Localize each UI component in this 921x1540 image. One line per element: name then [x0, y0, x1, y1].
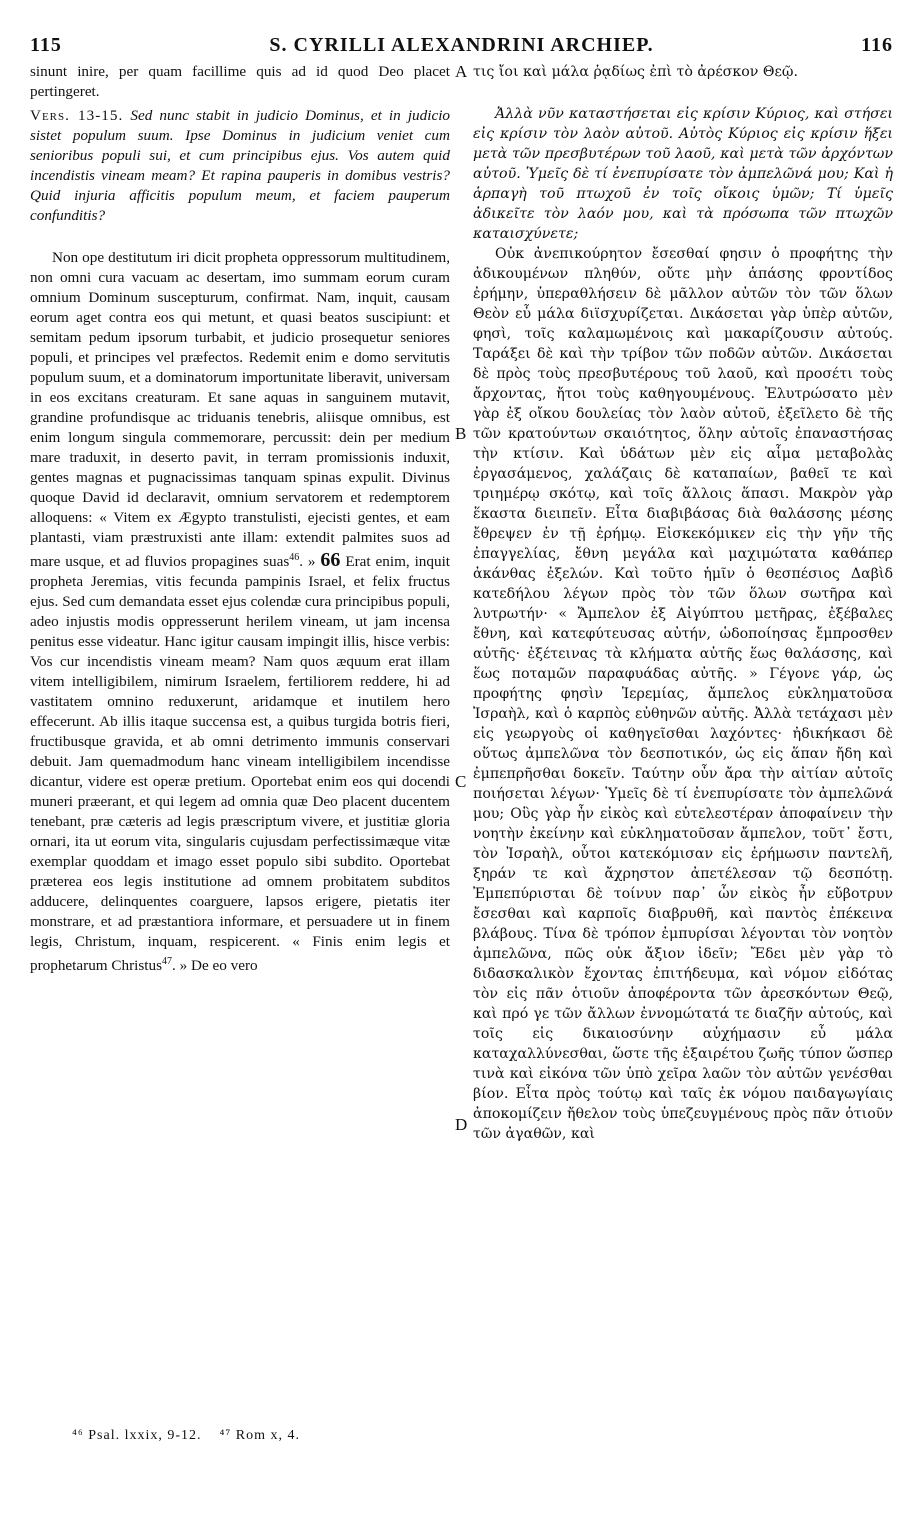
running-title: S. CYRILLI ALEXANDRINI ARCHIEP.	[269, 34, 654, 56]
greek-verse: Ἀλλὰ νῦν καταστήσεται εἰς κρίσιν Κύριος, καὶ στήσει εἰς κρίσιν τὸν λαὸν αὐτοῦ. Αὐτὸς Κύριος εἰς κρίσιν ἥξει μετὰ τῶν πρεσβυτέρων τοῦ λαοῦ, καὶ μετὰ τῶν ἀρχόντων αὐτοῦ. Ὑμεῖς δὲ τί ἐνεπυρίσατε τὸν ἀμπελῶνά μου; Καὶ ἡ ἁρπαγὴ τοῦ πτωχοῦ ἐν τοῖς οἴκοις ὑμῶν; Τί ὑμεῖς ἀδικεῖτε τὸν λαόν μου, καὶ τὰ πρόσωπα τῶν πτωχῶν καταισχύνετε;	[473, 106, 893, 242]
greek-intro: τις ἴοι καὶ μάλα ῥᾳδίως ἐπὶ τὸ ἀρέσκον Θεῷ.	[473, 64, 798, 80]
footnotes	[72, 1428, 300, 1444]
verse-label: Vers. 13-15.	[30, 107, 124, 124]
margin-letter-d: D	[455, 1115, 468, 1134]
footnote-ref-46: 46	[289, 552, 300, 563]
page-number-right: 116	[861, 34, 893, 56]
page-marker: 66	[320, 549, 341, 572]
greek-column	[473, 62, 893, 1144]
margin-letter-a: A	[455, 62, 468, 81]
latin-verse	[30, 106, 450, 226]
footnote-46: ⁴⁶ Psal. lxxix, 9-12.	[72, 1428, 202, 1443]
latin-verse-text: Sed nunc stabit in judicio Dominus, et in judicio sistet populum suum. Ipse Dominus in judicium veniet cum senioribus populi sui, et cum principibus ejus. Vos autem quid incendistis vineam meam? Et rapina pauperis in domibus vestris? Quid injuria afficitis populum meum, et faciem pauperum confunditis?	[30, 107, 451, 224]
footnote-47: ⁴⁷ Rom x, 4.	[219, 1428, 301, 1443]
latin-body-part-1: Non ope destitutum iri dicit propheta oppressorum multitudinem, non omni cura vacuam ac desertam, imo summam eorum curam omnium Dominum suscepturum, confirmat. Nam, inquit, causam eorum aget contra eos qui metunt, et quasi beatos suscipiunt: et semitam pedum ipsorum turbabit, et judicio prosequetur seniores populi, et principes vel præfectos. Redemit enim e domo servitutis populum suum, et a dominatorum importunitate liberavit, universam in eos excitans creaturam. Et sane aquas in sanguinem mutavit, grandine profundisque ac triduanis tenebris, aliisque omnibus, est enim longum singula commemorare, percussit: dein per medium mare traduxit, in deserto pavit, in terram promissionis induxit, gentes magnas et pugnacissimas tanquam spinas expulit. Divinus quoque David id declaravit, omnium servatorem et redemptorem alloquens: « Vitem ex Ægypto transtulisti, ejecisti gentes, et eam plantasti, viam præstruxisti ante illam: extendit palmites suos ad mare usque, et ad fluvios propagines suas	[30, 249, 450, 571]
page-header	[30, 34, 893, 60]
margin-letter-b: B	[455, 424, 467, 443]
latin-intro: sinunt inire, per quam facillime quis ad id quod Deo placet pertingeret.	[30, 63, 450, 100]
footnote-ref-47: 47	[162, 956, 173, 968]
latin-body-part-2: Erat enim, inquit propheta Jeremias, vitis fecunda pampinis Israel, et felix fructus ejus. Sed cum demandata esset ejus colendæ cura principibus populi, adeo injustis modis oppresserunt herilem vineam, ut jam incensa penitus esse videatur. Hanc igitur causam impingit illis, hisce verbis: Vos cur incendistis vineam meam? Nam quos æquum erat illam vitem intelligibilem, nimirum Israelem, fertiliorem reddere, hi ad vastitatem omnino reduxerunt, aridamque et inutilem hero effecerunt. Ab illis itaque succensa est, a quibus turgida botris fieri, fructibusque gravida, et ab omni detrimento immunis conservari debuit. Jam quemadmodum hanc vineam intelligibilem incendisse dicantur, videre est operæ pretium. Oportebat enim eos qui docendi muneri præerant, et qui legem ad omnia quæ Deo placent ducentem tenebant, præ cæteris ad legis præscriptum vivere, et justitiæ gloria ornari, ita ut eorum vita, singularis cujusdam perfectissimæque vitæ exemplar quoddam et imago esset populo sibi subdito. Oportebat præterea eos legis institutione ad omnem probitatem subditos adducere, delinquentes coarguere, lapsos erigere, pietatis iter monstrare, et ad præstantiora informare, et persuadere ut in finem legis, Christum, inquam, respicerent. « Finis enim legis et prophetarum Christus	[30, 553, 451, 975]
margin-letter-c: C	[455, 772, 467, 791]
greek-body: Οὐκ ἀνεπικούρητον ἔσεσθαί φησιν ὁ προφήτης τὴν ἀδικουμένων πληθύν, οὔτε μὴν ἁπάσης φροντίδος ἐρήμην, ὑπεραθλήσειν δὲ μᾶλλον αὐτῶν τὸν τῶν ὅλων Θεὸν εὖ μάλα διϊσχυρίζεται. Δικάσεται γὰρ ὑπὲρ αὐτῶν, φησὶ, τοῖς καλαμωμένοις καὶ μακαρίζουσιν αὐτούς. Ταράξει δὲ καὶ τὴν τρίβον τῶν ποδῶν αὐτῶν. Δικάσεται δὲ πρὸς τοὺς πρεσβυτέρους τοῦ λαοῦ, καὶ προσέτι τοὺς ἄρχοντας, ἤτοι τοὺς καθηγουμένους. Ἐλυτρώσατο μὲν γὰρ ἐξ οἴκου δουλείας τὸν λαὸν αὐτοῦ, ἐξεῖλετο δὲ τῆς τῶν κρατούντων σκαιότητος, ὅλην αὐτοῖς ἐπαναστήσας τὴν κτίσιν. Καὶ ὑδάτων μὲν εἰς αἷμα μεταβολὰς ἐργασάμενος, χαλάζαις δὲ καταπαίων, βαθεῖ τε καὶ τριημέρῳ σκότῳ, καὶ τοῖς ἄλλοις ἅπασι. Μακρὸν γὰρ ἕκαστα διειπεῖν. Εἶτα διαβιβάσας διὰ θαλάσσης μέσης ἔθρεψεν ἐν τῇ ἐρήμῳ. Εἰσκεκόμικεν εἰς τὴν γῆν τῆς ἐπαγγελίας, ἔθνη μεγάλα καὶ μαχιμώτατα καθάπερ ἀκάνθας ἐξελών. Καὶ τοῦτο ἡμῖν ὁ θεσπέσιος Δαβὶδ κατεδήλου λέγων πρὸς τὸν τῶν ὅλων σωτῆρα καὶ λυτρωτήν· « Ἄμπελον ἐξ Αἰγύπτου μετῆρας, ἐξέβαλες ἔθνη, καὶ κατεφύτευσας αὐτήν, ὡδοποίησας ἔμπροσθεν αὐτῆς· ἐξέτεινας τὰ κλήματα αὐτῆς ἕως θαλάσσης, καὶ ἕως ποταμῶν παραφυάδας αὐτῆς. » Γέγονε γάρ, ὡς προφήτης φησὶν Ἱερεμίας, ἄμπελος εὐκληματοῦσα Ἰσραὴλ, καὶ ὁ καρπὸς εὐθηνῶν αὐτῆς. Ἀλλὰ τετάχασι μὲν εἰς γεωργοὺς οἱ καθηγεῖσθαι λαχόντες· ἠδικήκασι δὲ οὕτως ἀμπελῶνα τὸν δεσποτικόν, ὡς εἰς ἅπαν ἤδη καὶ ἐμπεπρῆσθαι δοκεῖν. Ταύτην οὖν ἄρα τὴν αἰτίαν αὐτοῖς ποιήσεται λέγων· Ὑμεῖς δὲ τί ἐνεπυρίσατε τὸν ἀμπελῶνά μου; Οὓς γὰρ ἦν εἰκὸς καὶ εὐτελεστέραν ἀποφαίνειν τὴν νοητὴν ἐκείνην καὶ εὐκληματοῦσαν ἄμπελον, τοῦτ᾽ ἔστι, τὸν Ἰσραὴλ, οὗτοι κατεκόμισαν εἰς ἐρήμωσιν παντελῆ, ξηράν τε καὶ ἄχρηστον ἀπετέλεσαν τῷ δεσπότῃ. Ἐμπεπύρισται δὲ τοίνυν παρ᾽ ὧν εἰκὸς ἦν εὔβοτρυν ἔσεσθαι καὶ καρποῖς διαβρυθῆ, καὶ παντὸς ἐπέκεινα βλάβους. Τίνα δὲ τρόπον ἐμπυρίσαι λέγονται τὸν νοητὸν ἀμπελῶνα, πῶς οὐκ ἄξιον ἰδεῖν; Ἔδει μὲν γὰρ τὸ διδασκαλικὸν ἔχοντας ἐπιτήδευμα, καὶ νόμον εἰδότας τὸν εἰς πᾶν ὁτιοῦν ἀποφέροντα τῶν ἀρεσκόντων Θεῷ, καὶ πρό γε τῶν ἄλλων ἐννομώτατά τε διαζῆν αὐτούς, καὶ τοῖς εἰς δικαιοσύνην αὐχήμασιν εὖ μάλα καταχαλλύνεσθαι, ὥστε τῆς ἐξαιρέτου ζωῆς τύπον ὥσπερ τινὰ καὶ εἰκόνα τῶν ὑπὸ χεῖρα λαῶν τὸν αὐτῶν γενέσθαι βίον. Εἶτα πρὸς τούτῳ καὶ ταῖς ἐκ νόμου παιδαγωγίαις ἀποκομίζειν ἤθελον τοὺς ὑπεζευγμένους πρὸς πᾶν ὁτιοῦν τῶν ἀγαθῶν, καὶ	[473, 246, 893, 1142]
page-number-left: 115	[30, 34, 62, 56]
latin-column	[30, 62, 450, 976]
latin-body: Non ope destitutum iri dicit propheta oppressorum multitudinem, non omni cura vacuam ac desertam, imo summam eorum curam omnium Dominum suscepturum, confirmat. Nam, inquit, causam eorum aget contra eos qui metunt, et quasi beatos suscipiunt: et semitam pedum ipsorum turbabit, et judicio prosequetur seniores populi, et principes vel præfectos. Redemit enim e domo servitutis populum suum, et a dominatorum importunitate liberavit, universam in eos excitans creaturam. Et sane aquas in sanguinem mutavit, grandine profundisque ac triduanis tenebris, aliisque omnibus, est enim longum singula commemorare, percussit: dein per medium mare traduxit, in deserto pavit, in terram promissionis induxit, gentes magnas et pugnacissimas tanquam spinas expulit. Divinus quoque David id declaravit, omnium servatorem et redemptorem alloquens: « Vitem ex Ægypto transtulisti, ejecisti gentes, et eam plantasti, viam præstruxisti ante illam: extendit palmites suos ad mare usque, et ad fluvios propagines suas$^{46}$. » 66 Erat enim, inquit propheta Jeremias, vitis fecunda pampinis Israel, et felix fructus ejus. Sed cum demandata esset ejus colendæ cura principibus populi, adeo injustis modis oppresserunt herilem vineam, ut jam incensa penitus esse videatur. Hanc igitur causam impingit illis, hisce verbis: Vos cur incendistis vineam meam? Nam quos æquum erat illam vitem intelligibilem, nimirum Israelem, fertiliorem reddere, hi ad vastitatem omnino reduxerunt, aridamque et inutilem hero effecerunt. Ab illis itaque succensa est, a quibus turgida botris fieri, fructibusque gravida, et ab omni detrimento immunis conservari debuit. Jam quemadmodum hanc vineam intelligibilem incendisse dicantur, videre est operæ pretium. Oportebat enim eos qui docendi muneri præerant, et qui legem ad omnia quæ Deo placent ducentem tenebant, præ cæteris ad legis præscriptum vivere, et justitiæ gloria ornari, ita ut eorum vita, singularis cujusdam perfectissimæque vitæ exemplar quoddam et imago esset populo sibi subdito. Oportebat præterea eos legis institutione ad omnem probitatem subditos adducere, delinquentes coarguere, lapsos erigere, pietatis iter monstrare, et ad præstantiora informare, et persuadere ut in finem legis, Christum, inquam, respicerent. « Finis enim legis et prophetarum Christus$^{47}$. » De eo vero	[30, 249, 451, 975]
latin-body-end: » De eo vero	[179, 957, 258, 975]
